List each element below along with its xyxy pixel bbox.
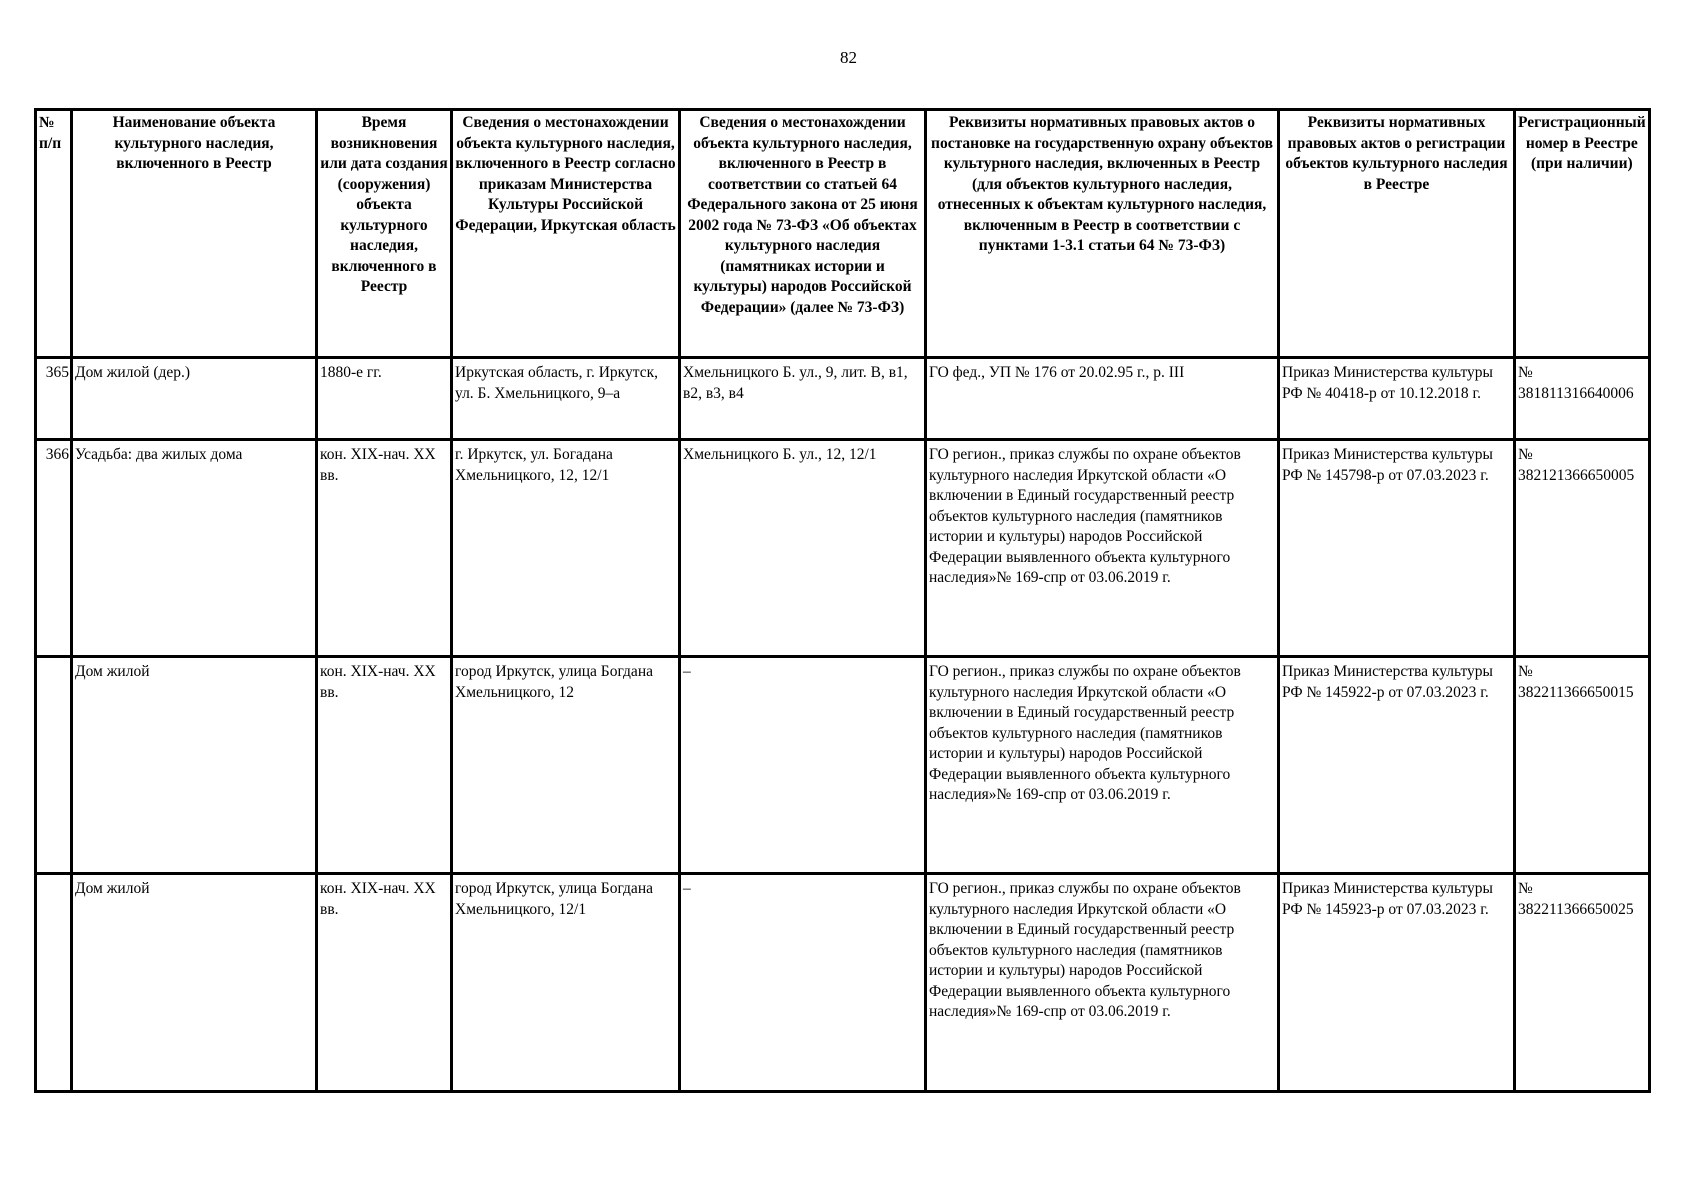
cell-location-law: – bbox=[680, 874, 926, 1092]
table-row bbox=[36, 874, 1650, 1092]
cell-creation-date: кон. XIX-нач. XX вв. bbox=[317, 874, 452, 1092]
header-creation-date: Время возникновения или дата создания (сооружения) объекта культурного наследия, включенного в Реестр bbox=[317, 110, 452, 358]
cell-protection-acts: ГО фед., УП № 176 от 20.02.95 г., р. III bbox=[926, 358, 1279, 440]
cell-registration-acts: Приказ Министерства культуры РФ № 145923-р от 07.03.2023 г. bbox=[1279, 874, 1515, 1092]
cell-location-law: Хмельницкого Б. ул., 9, лит. В, в1, в2, в3, в4 bbox=[680, 358, 926, 440]
table-row bbox=[36, 358, 1650, 440]
cell-number: 366 bbox=[36, 440, 72, 657]
header-registration-number: Регистрационный номер в Реестре (при наличии) bbox=[1515, 110, 1650, 358]
header-object-name: Наименование объекта культурного наследия, включенного в Реестр bbox=[72, 110, 317, 358]
cell-number: 365 bbox=[36, 358, 72, 440]
cell-protection-acts: ГО регион., приказ службы по охране объектов культурного наследия Иркутской области «О включении в Единый государственный реестр объектов культурного наследия (памятников истории и культуры) народов Российской Федерации выявленного объекта культурного наследия»№ 169-спр от 03.06.2019 г. bbox=[926, 874, 1279, 1092]
header-registration-acts: Реквизиты нормативных правовых актов о регистрации объектов культурного наследия в Реестре bbox=[1279, 110, 1515, 358]
cell-location-order: город Иркутск, улица Богдана Хмельницкого, 12/1 bbox=[452, 874, 680, 1092]
cell-registration-number: № 382211366650025 bbox=[1515, 874, 1650, 1092]
cell-object-name: Дом жилой bbox=[72, 874, 317, 1092]
cell-location-law: Хмельницкого Б. ул., 12, 12/1 bbox=[680, 440, 926, 657]
page-number: 82 bbox=[840, 48, 857, 67]
table-header-row bbox=[36, 110, 1650, 358]
cell-location-order: Иркутская область, г. Иркутск, ул. Б. Хмельницкого, 9–а bbox=[452, 358, 680, 440]
cell-registration-number: № 382121366650005 bbox=[1515, 440, 1650, 657]
header-location-order: Сведения о местонахождении объекта культурного наследия, включенного в Реестр согласно приказам Министерства Культуры Российской Федерации, Иркутская область bbox=[452, 110, 680, 358]
cell-location-law: – bbox=[680, 657, 926, 874]
cell-object-name: Дом жилой (дер.) bbox=[72, 358, 317, 440]
header-location-law: Сведения о местонахождении объекта культурного наследия, включенного в Реестр в соответствии со статьей 64 Федерального закона от 25 июня 2002 года № 73-ФЗ «Об объектах культурного наследия (памятниках истории и культуры) народов Российской Федерации» (далее № 73-ФЗ) bbox=[680, 110, 926, 358]
cell-registration-acts: Приказ Министерства культуры РФ № 145922-р от 07.03.2023 г. bbox=[1279, 657, 1515, 874]
cell-creation-date: кон. XIX-нач. XX вв. bbox=[317, 657, 452, 874]
cell-object-name: Дом жилой bbox=[72, 657, 317, 874]
cell-protection-acts: ГО регион., приказ службы по охране объектов культурного наследия Иркутской области «О включении в Единый государственный реестр объектов культурного наследия (памятников истории и культуры) народов Российской Федерации выявленного объекта культурного наследия»№ 169-спр от 03.06.2019 г. bbox=[926, 440, 1279, 657]
heritage-registry-table bbox=[34, 108, 1651, 1093]
cell-registration-number: № 381811316640006 bbox=[1515, 358, 1650, 440]
table-row bbox=[36, 440, 1650, 657]
header-protection-acts: Реквизиты нормативных правовых актов о постановке на государственную охрану объектов культурного наследия, включенных в Реестр (для объектов культурного наследия, отнесенных к объектам культурного наследия, включенным в Реестр в соответствии с пунктами 1-3.1 статьи 64 № 73-ФЗ) bbox=[926, 110, 1279, 358]
cell-registration-acts: Приказ Министерства культуры РФ № 145798-р от 07.03.2023 г. bbox=[1279, 440, 1515, 657]
header-number: № п/п bbox=[36, 110, 72, 358]
cell-location-order: город Иркутск, улица Богдана Хмельницкого, 12 bbox=[452, 657, 680, 874]
cell-object-name: Усадьба: два жилых дома bbox=[72, 440, 317, 657]
cell-registration-number: № 382211366650015 bbox=[1515, 657, 1650, 874]
cell-location-order: г. Иркутск, ул. Богадана Хмельницкого, 12, 12/1 bbox=[452, 440, 680, 657]
cell-creation-date: 1880-е гг. bbox=[317, 358, 452, 440]
cell-registration-acts: Приказ Министерства культуры РФ № 40418-р от 10.12.2018 г. bbox=[1279, 358, 1515, 440]
cell-creation-date: кон. XIX-нач. XX вв. bbox=[317, 440, 452, 657]
cell-number bbox=[36, 874, 72, 1092]
cell-number bbox=[36, 657, 72, 874]
cell-protection-acts: ГО регион., приказ службы по охране объектов культурного наследия Иркутской области «О включении в Единый государственный реестр объектов культурного наследия (памятников истории и культуры) народов Российской Федерации выявленного объекта культурного наследия»№ 169-спр от 03.06.2019 г. bbox=[926, 657, 1279, 874]
table-row bbox=[36, 657, 1650, 874]
